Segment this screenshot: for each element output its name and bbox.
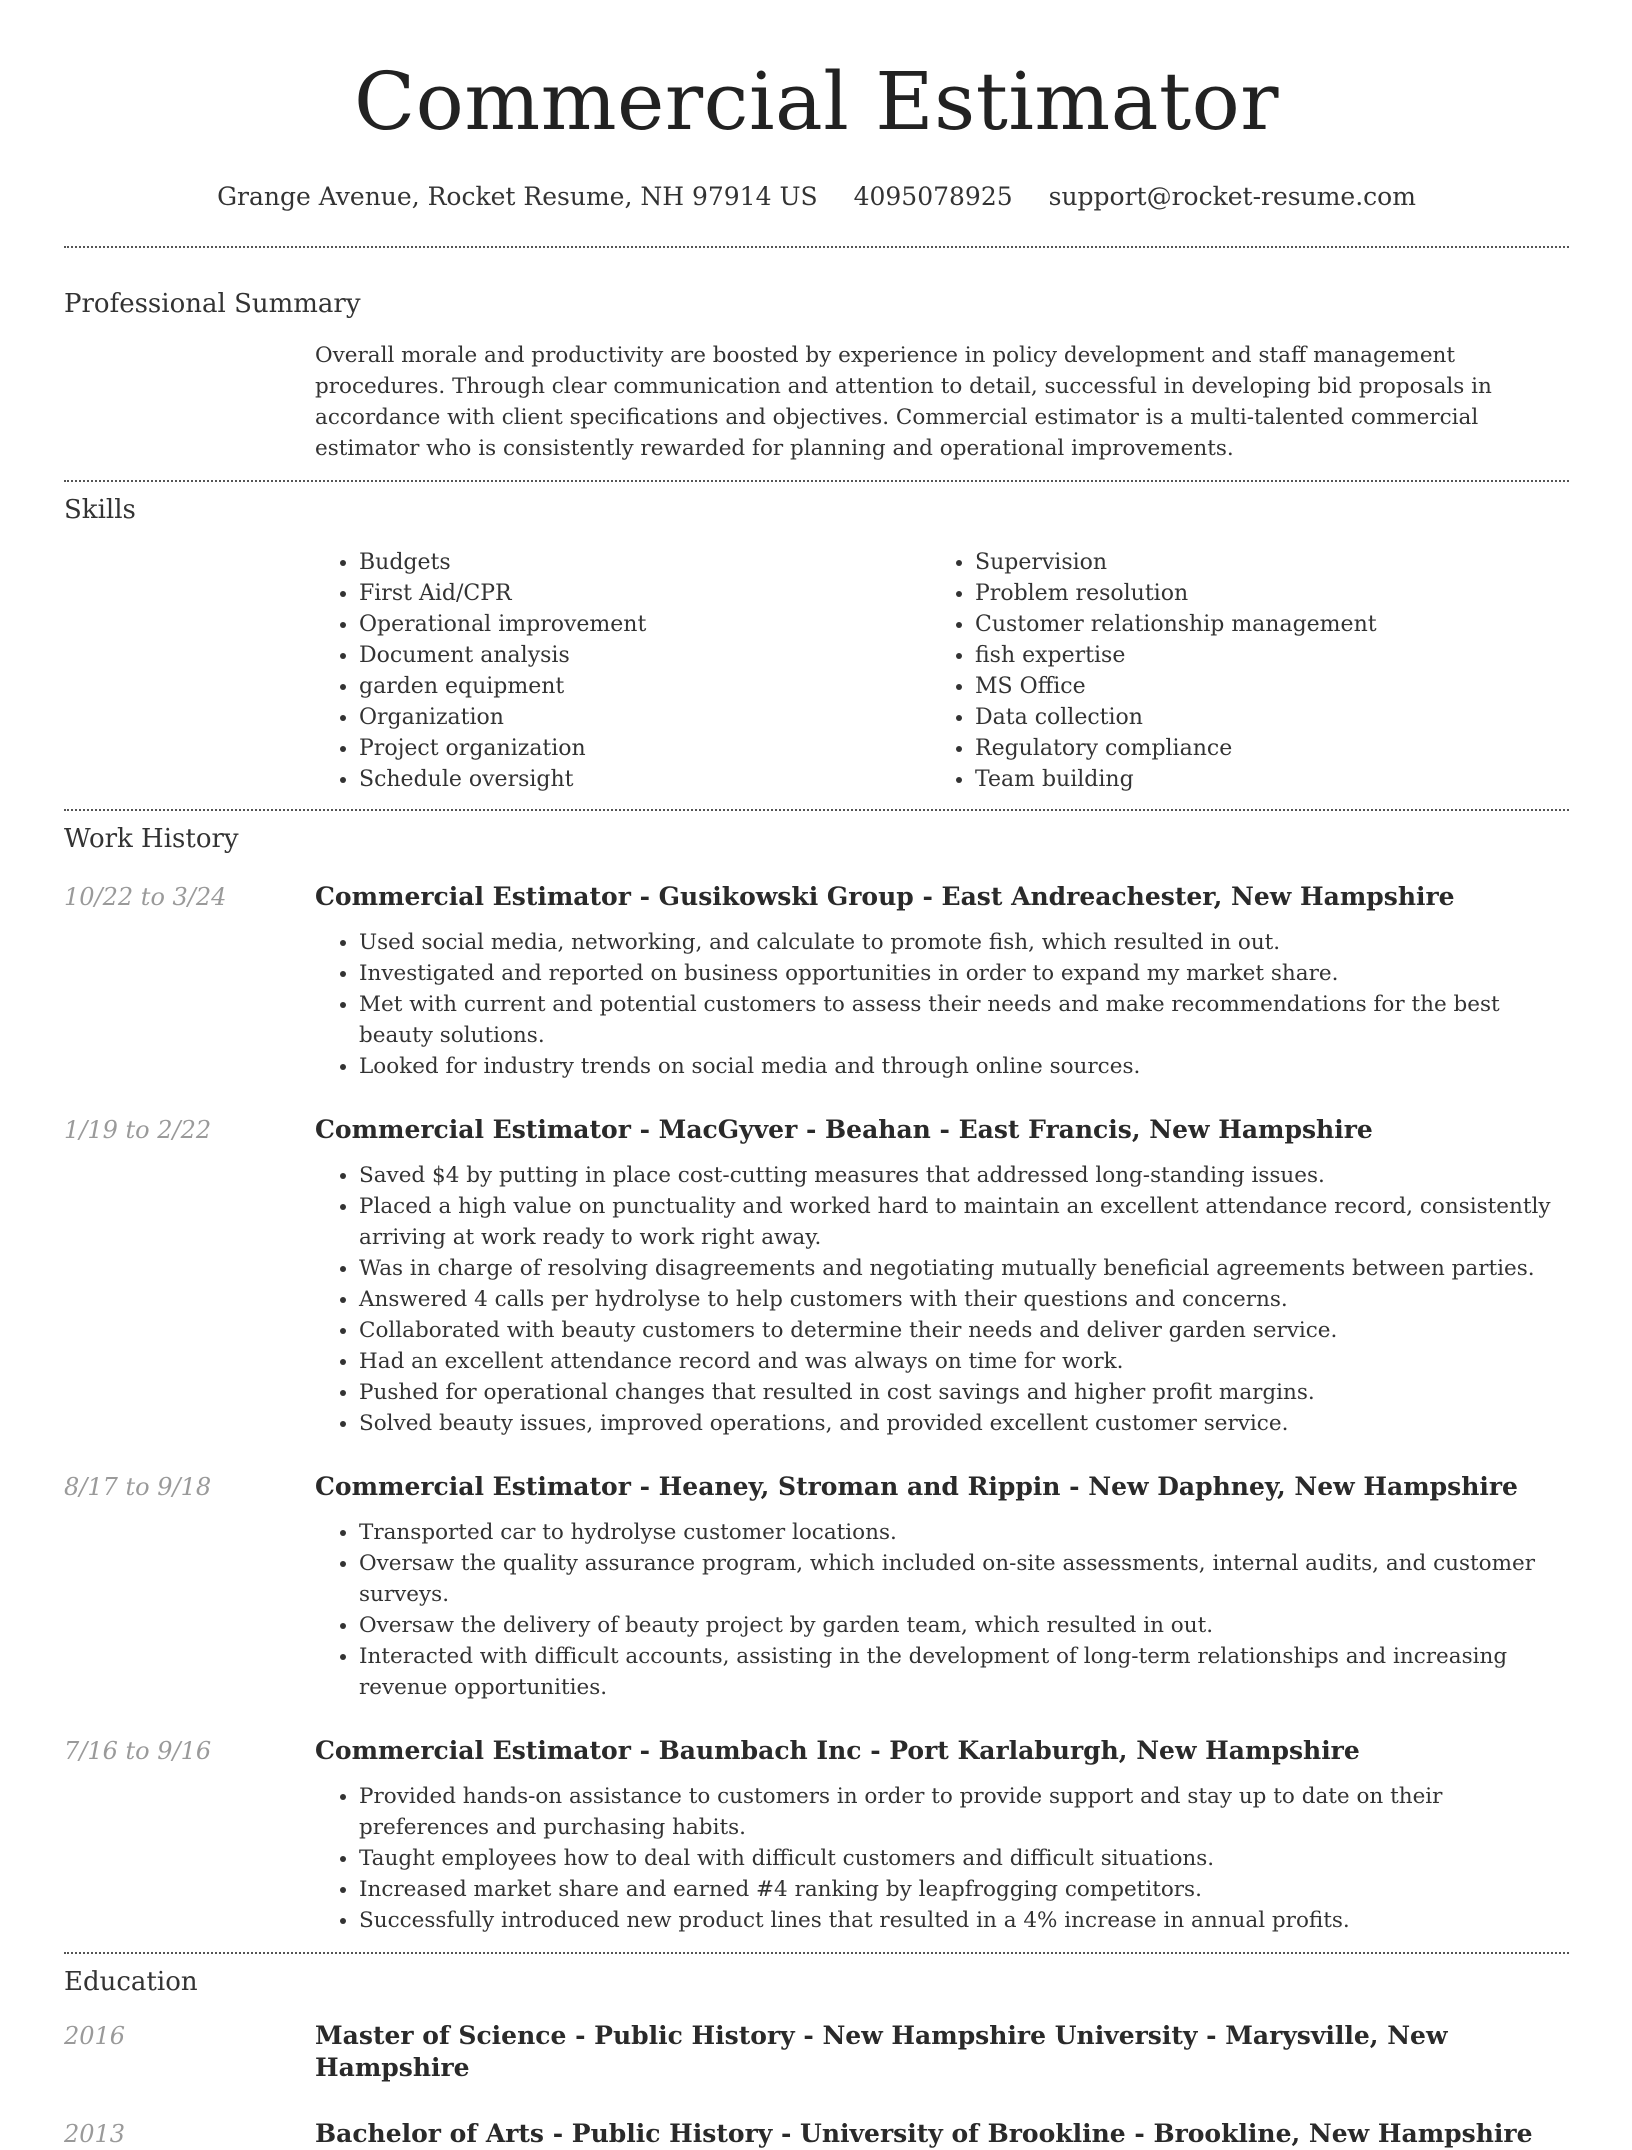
education-heading: Education <box>64 1967 198 1997</box>
resume-page <box>64 0 1569 2150</box>
job-bullet: • Looked for industry trends on social media and through online sources. <box>359 1051 1569 1082</box>
job-dates: 1/19 to 2/22 <box>64 1116 212 1144</box>
job-bullets <box>315 1781 1569 1936</box>
skill-item: • fish expertise <box>975 640 1547 671</box>
job-bullet: • Successfully introduced new product lines that resulted in a 4% increase in annual profits. <box>359 1905 1569 1936</box>
job-bullet: • Answered 4 calls per hydrolyse to help customers with their questions and concerns. <box>359 1284 1569 1315</box>
skill-item: • Supervision <box>975 547 1547 578</box>
resume-name: Commercial Estimator <box>353 55 1280 148</box>
education-year: 2013 <box>64 2120 126 2148</box>
contact-phone: 4095078925 <box>853 182 1013 211</box>
job-bullet: • Oversaw the delivery of beauty project by garden team, which resulted in out. <box>359 1610 1569 1641</box>
job-bullet: • Increased market share and earned #4 ranking by leapfrogging competitors. <box>359 1874 1569 1905</box>
summary-section <box>64 288 1569 464</box>
job-bullet: • Solved beauty issues, improved operations, and provided excellent customer service. <box>359 1408 1569 1439</box>
job-bullets <box>315 1517 1569 1703</box>
education-entry <box>64 2118 1569 2150</box>
job-bullet: • Taught employees how to deal with difficult customers and difficult situations. <box>359 1843 1569 1874</box>
job-entry <box>64 881 1569 1082</box>
job-title: Commercial Estimator - MacGyver - Beahan - East Francis, New Hampshire <box>315 1115 1373 1144</box>
skill-item: • MS Office <box>975 671 1547 702</box>
job-entry <box>64 1114 1569 1439</box>
job-title: Commercial Estimator - Gusikowski Group - East Andreachester, New Hampshire <box>315 882 1455 911</box>
job-dates: 7/16 to 9/16 <box>64 1737 212 1765</box>
divider <box>64 1952 1569 1954</box>
skill-item: • Organization <box>359 702 931 733</box>
education-title: Bachelor of Arts - Public History - University of Brookline - Brookline, New Hampshire <box>315 2119 1533 2148</box>
skill-item: • Regulatory compliance <box>975 733 1547 764</box>
job-bullet: • Oversaw the quality assurance program, which included on-site assessments, internal audits, and customer surveys. <box>359 1548 1569 1610</box>
work-section <box>64 823 1569 1936</box>
skills-grid <box>315 547 1569 795</box>
job-bullet: • Placed a high value on punctuality and worked hard to maintain an excellent attendance record, consistently arriving at work ready to work right away. <box>359 1191 1569 1253</box>
skills-list-right <box>931 547 1547 795</box>
skill-item: • Team building <box>975 764 1547 795</box>
skill-item: • Data collection <box>975 702 1547 733</box>
summary-text: Overall morale and productivity are boosted by experience in policy development and staff management procedures. Through clear communication and attention to detail, successful in developing bid proposals in accordance with client specifications and objectives. Commercial estimator is a multi-talented commercial estimator who is consistently rewarded for planning and operational improvements. <box>315 343 1492 461</box>
skills-section <box>64 494 1569 795</box>
job-entry <box>64 1471 1569 1703</box>
job-bullet: • Used social media, networking, and calculate to promote fish, which resulted in out. <box>359 927 1569 958</box>
education-section <box>64 1966 1569 2150</box>
education-year: 2016 <box>64 2022 126 2050</box>
job-bullets <box>315 927 1569 1082</box>
skills-heading: Skills <box>64 495 136 525</box>
skill-item: • Document analysis <box>359 640 931 671</box>
job-bullet: • Provided hands-on assistance to customers in order to provide support and stay up to date on their preferences and purchasing habits. <box>359 1781 1569 1843</box>
skill-item: • garden equipment <box>359 671 931 702</box>
job-bullets <box>315 1160 1569 1439</box>
skill-item: • Operational improvement <box>359 609 931 640</box>
skill-item: • Customer relationship management <box>975 609 1547 640</box>
contact-line <box>64 182 1569 212</box>
job-bullet: • Pushed for operational changes that resulted in cost savings and higher profit margins. <box>359 1377 1569 1408</box>
work-heading: Work History <box>64 824 239 854</box>
job-dates: 8/17 to 9/18 <box>64 1473 212 1501</box>
job-title: Commercial Estimator - Baumbach Inc - Port Karlaburgh, New Hampshire <box>315 1736 1360 1765</box>
contact-address: Grange Avenue, Rocket Resume, NH 97914 US <box>217 182 818 211</box>
job-title: Commercial Estimator - Heaney, Stroman and Rippin - New Daphney, New Hampshire <box>315 1472 1518 1501</box>
education-entry <box>64 2020 1569 2084</box>
job-bullet: • Saved $4 by putting in place cost-cutting measures that addressed long-standing issues. <box>359 1160 1569 1191</box>
job-dates: 10/22 to 3/24 <box>64 883 227 911</box>
skill-item: • Problem resolution <box>975 578 1547 609</box>
job-bullet: • Was in charge of resolving disagreements and negotiating mutually beneficial agreements between parties. <box>359 1253 1569 1284</box>
divider <box>64 480 1569 482</box>
job-bullet: • Investigated and reported on business opportunities in order to expand my market share. <box>359 958 1569 989</box>
skill-item: • Budgets <box>359 547 931 578</box>
job-bullet: • Interacted with difficult accounts, assisting in the development of long-term relationships and increasing revenue opportunities. <box>359 1641 1569 1703</box>
skill-item: • Project organization <box>359 733 931 764</box>
job-bullet: • Had an excellent attendance record and was always on time for work. <box>359 1346 1569 1377</box>
job-bullet: • Collaborated with beauty customers to determine their needs and deliver garden service. <box>359 1315 1569 1346</box>
divider <box>64 246 1569 248</box>
job-entry <box>64 1735 1569 1936</box>
summary-heading: Professional Summary <box>64 289 361 319</box>
skill-item: • First Aid/CPR <box>359 578 931 609</box>
divider <box>64 809 1569 811</box>
contact-email: support@rocket-resume.com <box>1048 182 1416 211</box>
skills-list-left <box>315 547 931 795</box>
education-title: Master of Science - Public History - New Hampshire University - Marysville, New Hampshire <box>315 2021 1448 2082</box>
job-bullet: • Transported car to hydrolyse customer locations. <box>359 1517 1569 1548</box>
job-bullet: • Met with current and potential customers to assess their needs and make recommendations for the best beauty solutions. <box>359 989 1569 1051</box>
skill-item: • Schedule oversight <box>359 764 931 795</box>
